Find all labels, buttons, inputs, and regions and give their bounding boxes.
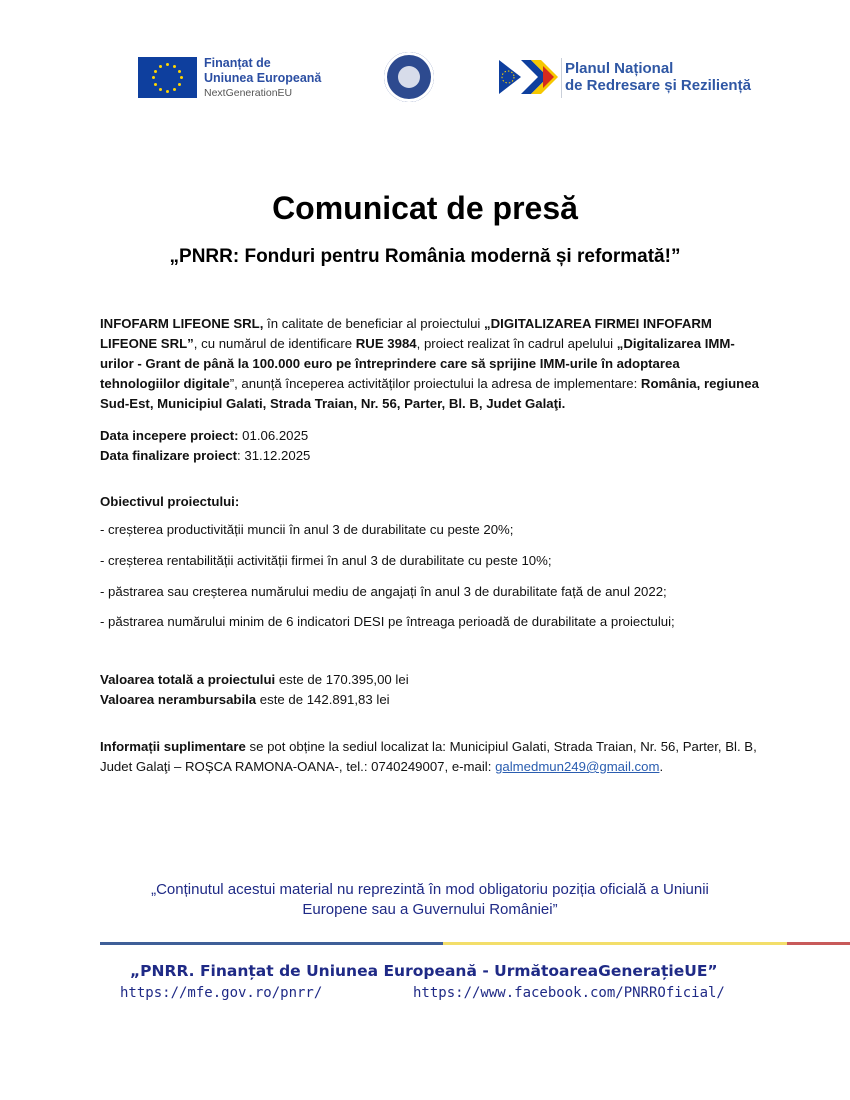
page-subtitle: „PNRR: Fonduri pentru România modernă și reformată!”: [169, 246, 681, 267]
grant-value-amount: este de 142.891,83 lei: [256, 692, 390, 707]
project-dates: [100, 426, 760, 466]
info-label: Informații suplimentare: [100, 739, 246, 754]
end-date-label: Data finalizare proiect: [100, 448, 238, 463]
page-title: Comunicat de presă: [272, 190, 578, 226]
objective-item: - păstrarea numărului minim de 6 indicatori DESI pe întreaga perioadă de durabilitate a proiectului;: [100, 614, 675, 629]
total-value-label: Valoarea totală a proiectului: [100, 672, 276, 687]
intro-text-4: ”, anunță începerea activităților proiectului la adresa de implementare:: [229, 376, 641, 391]
grant-value-line: [100, 690, 760, 710]
additional-info: [100, 737, 760, 777]
eu-disclaimer: [90, 880, 770, 920]
intro-text-3: , proiect realizat în cadrul apelului: [416, 336, 617, 351]
project-values: [100, 670, 760, 710]
logo-divider: [561, 58, 562, 98]
project-name: „DIGITALIZAREA FIRMEI INFOFARM LIFEONE SRL”: [100, 316, 712, 351]
intro-paragraph: [100, 314, 760, 414]
start-date-line: [100, 426, 760, 446]
eu-funding-logo-text: [204, 56, 321, 101]
intro-text-1: în calitate de beneficiar al proiectului: [263, 316, 485, 331]
pnrr-logo-text: [565, 60, 751, 94]
beneficiary-name: INFOFARM LIFEONE SRL,: [100, 316, 264, 331]
flag-stripe-yellow: [443, 942, 787, 945]
objectives-heading: Obiectivul proiectului:: [100, 494, 240, 509]
info-text: se pot obține la sediul localizat la: Municipiul Galati, Strada Traian, Nr. 56, Parter, Bl. B, Judet Galaţi – ROȘCA RAMONA-OANA-, tel.: 0740249007, e-mail:: [100, 739, 757, 774]
total-value-amount: este de 170.395,00 lei: [275, 672, 409, 687]
email-link[interactable]: galmedmun249@gmail.com: [495, 759, 660, 774]
start-date-value: 01.06.2025: [238, 428, 309, 443]
objective-item: - creșterea productivității muncii în anul 3 de durabilitate cu peste 20%;: [100, 522, 514, 537]
facebook-link[interactable]: https://www.facebook.com/PNRROficial/: [413, 985, 725, 1001]
start-date-label: Data incepere proiect:: [100, 428, 239, 443]
eu-logo-line1: Finanțat de: [204, 56, 271, 70]
eu-flag-icon: [138, 57, 197, 98]
flag-stripe-blue: [100, 942, 443, 945]
implementation-address: România, regiunea Sud-Est, Municipiul Galati, Strada Traian, Nr. 56, Parter, Bl. B, Judet Galaţi.: [100, 376, 759, 411]
intro-text-2: , cu numărul de identificare: [193, 336, 356, 351]
coat-of-arms-icon: [398, 66, 420, 88]
disclaimer-line2: Europene sau a Guvernului României”: [302, 901, 558, 918]
flag-stripe-red: [787, 942, 850, 945]
disclaimer-line1: „Conținutul acestui material nu reprezintă în mod obligatoriu poziția oficială a Uniunii: [151, 881, 709, 898]
pnrr-slogan: „PNRR. Finanțat de Uniunea Europeană - UrmătoareaGenerațieUE”: [130, 962, 718, 980]
info-end: .: [659, 759, 664, 774]
end-date-line: [100, 446, 760, 466]
pnrr-logo-line2: de Redresare și Reziliență: [565, 77, 751, 94]
call-name: „Digitalizarea IMM-urilor - Grant de până la 100.000 euro pe întreprindere care să sprijine IMM-urile în adoptarea tehnologiilor digitale: [100, 336, 735, 391]
guvernul-romaniei-seal-icon: [384, 52, 434, 102]
pnrr-logo-line1: Planul Național: [565, 60, 674, 77]
pnrr-chevron-icon: [499, 60, 561, 94]
total-value-line: [100, 670, 760, 690]
grant-value-label: Valoarea nerambursabila: [100, 692, 257, 707]
objective-item: - creșterea rentabilității activității firmei în anul 3 de durabilitate cu peste 10%;: [100, 553, 552, 568]
eu-logo-line3: NextGenerationEU: [204, 87, 293, 99]
end-date-value: : 31.12.2025: [237, 448, 311, 463]
mfe-link[interactable]: https://mfe.gov.ro/pnrr/: [120, 985, 323, 1001]
objective-item: - păstrarea sau creșterea numărului mediu de angajați în anul 3 de durabilitate față de anul 2022;: [100, 584, 667, 599]
project-id: RUE 3984: [355, 336, 417, 351]
eu-logo-line2: Uniunea Europeană: [204, 71, 322, 85]
